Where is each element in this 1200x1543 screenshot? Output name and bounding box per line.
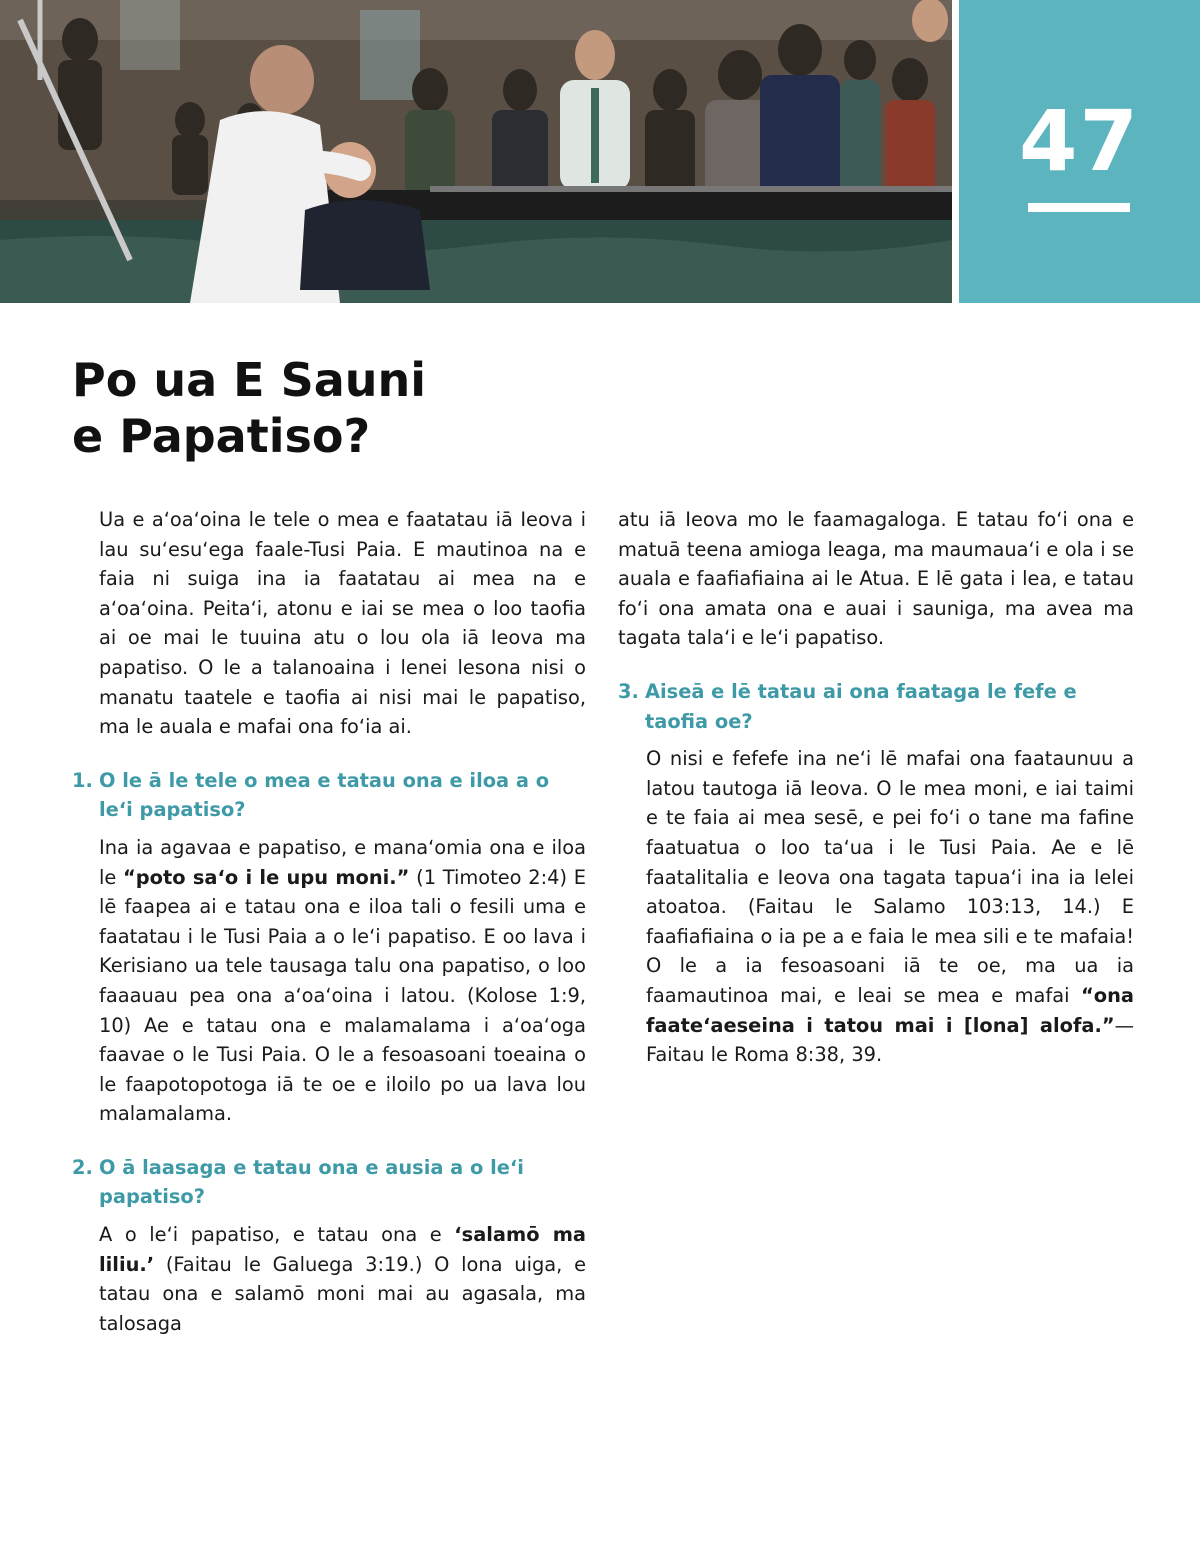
- answer-3-quote: “ona faateʻaeseina i tatou mai i [lona] alofa.”: [646, 983, 1134, 1037]
- page-title: [72, 352, 772, 464]
- question-1-number: 1.: [72, 768, 93, 792]
- answer-2-text-b: (Faitau le Galuega 3:19.) O lona uiga, e tatau ona e salamō moni mai au agasala, ma talosaga: [99, 1252, 586, 1335]
- page-title-line-2: e Papatiso?: [72, 409, 371, 463]
- answer-1-text-b: (1 Timoteo 2:4) E lē faapea ai e tatau ona e iloa tali o fesili uma e faatatau i le Tusi Paia a o leʻi papatiso. E oo lava i Kerisiano ua tele tausaga talu ona papatiso, o loo faaauau pea ona aʻoaʻoina i latou. (Kolose 1:9, 10) Ae e tatau ona e malamalama i aʻoaʻoga faavae o le Tusi Paia. O le a fesoasoani toeaina o le faapotopotoga iā te oe e iloilo po ua lava lou malamalama.: [99, 865, 586, 1126]
- lesson-number-box: [959, 0, 1200, 303]
- question-2: [72, 1153, 586, 1212]
- answer-1-paragraph: [72, 833, 586, 1129]
- answer-3-text-a: O nisi e fefefe ina neʻi lē mafai ona faataunuu a latou tautoga iā Ieova. O le mea moni, e iai taimi e te faia ai mea sesē, e pei foʻi o tane ma fafine faatuatua o loo taʻua i le Tusi Paia. Ae e lē faatalitalia e Ieova ona tagata tapuaʻi ina ia lelei atoatoa. (Faitau le Salamo 103:13, 14.) E faafiafiaina o ia pe a e faia le mea sili e te mafaia! O le a ia fesoasoani iā te oe, ma ua ia faamautinoa mai, e leai se mea e mafai: [646, 747, 1134, 1007]
- left-column: [72, 505, 586, 1362]
- lesson-number: 47: [1019, 92, 1140, 190]
- answer-2-quote: ʻsalamō ma liliu.ʼ: [99, 1223, 587, 1276]
- baptism-photo: [0, 0, 952, 303]
- question-1: [72, 766, 586, 825]
- question-2-number: 2.: [72, 1155, 93, 1179]
- answer-3-paragraph: [618, 744, 1134, 1070]
- question-2-text: O ā laasaga e tatau ona e ausia a o leʻi papatiso?: [99, 1155, 524, 1209]
- question-3-number: 3.: [618, 679, 639, 703]
- answer-2-paragraph: [72, 1220, 586, 1338]
- answer-3-text-b: —Faitau le Roma 8:38, 39.: [646, 1013, 1134, 1067]
- question-3-text: Aiseā e lē tatau ai ona faataga le fefe e taofia oe?: [645, 679, 1077, 733]
- answer-2-continued: atu iā Ieova mo le faamagaloga. E tatau foʻi ona e matuā teena amioga leaga, ma maumauaʻi e ola i se auala e faafiafiaina ai le Atua. E lē gata i lea, e tatau foʻi ona amata ona e auai i sauniga, ma avea ma tagata talaʻi e leʻi papatiso.: [618, 508, 1134, 650]
- lesson-number-underline: [1028, 203, 1130, 212]
- answer-2-text-a: A o leʻi papatiso, e tatau ona e: [99, 1223, 455, 1247]
- page-title-line-1: Po ua E Sauni: [72, 353, 427, 407]
- question-3: [618, 677, 1134, 736]
- answer-1-text-a: Ina ia agavaa e papatiso, e manaʻomia ona e iloa le: [99, 835, 586, 889]
- right-column: [618, 505, 1134, 1094]
- question-1-text: O le ā le tele o mea e tatau ona e iloa a o leʻi papatiso?: [99, 768, 550, 822]
- intro-paragraph: Ua e aʻoaʻoina le tele o mea e faatatau iā Ieova i lau suʻesuʻega faale-Tusi Paia. E mautinoa na e faia ni suiga ina ia faatatau ai mea na e aʻoaʻoina. Peitaʻi, atonu e iai se mea o loo taofia ai oe mai le tuuina atu o lou ola iā Ieova ma papatiso. O le a talanoaina i lenei lesona nisi o manatu taatele e taofia ai nisi mai le papatiso, ma le auala e mafai ona foʻia ai.: [99, 508, 586, 739]
- answer-1-quote: “poto saʻo i le upu moni.”: [123, 865, 410, 889]
